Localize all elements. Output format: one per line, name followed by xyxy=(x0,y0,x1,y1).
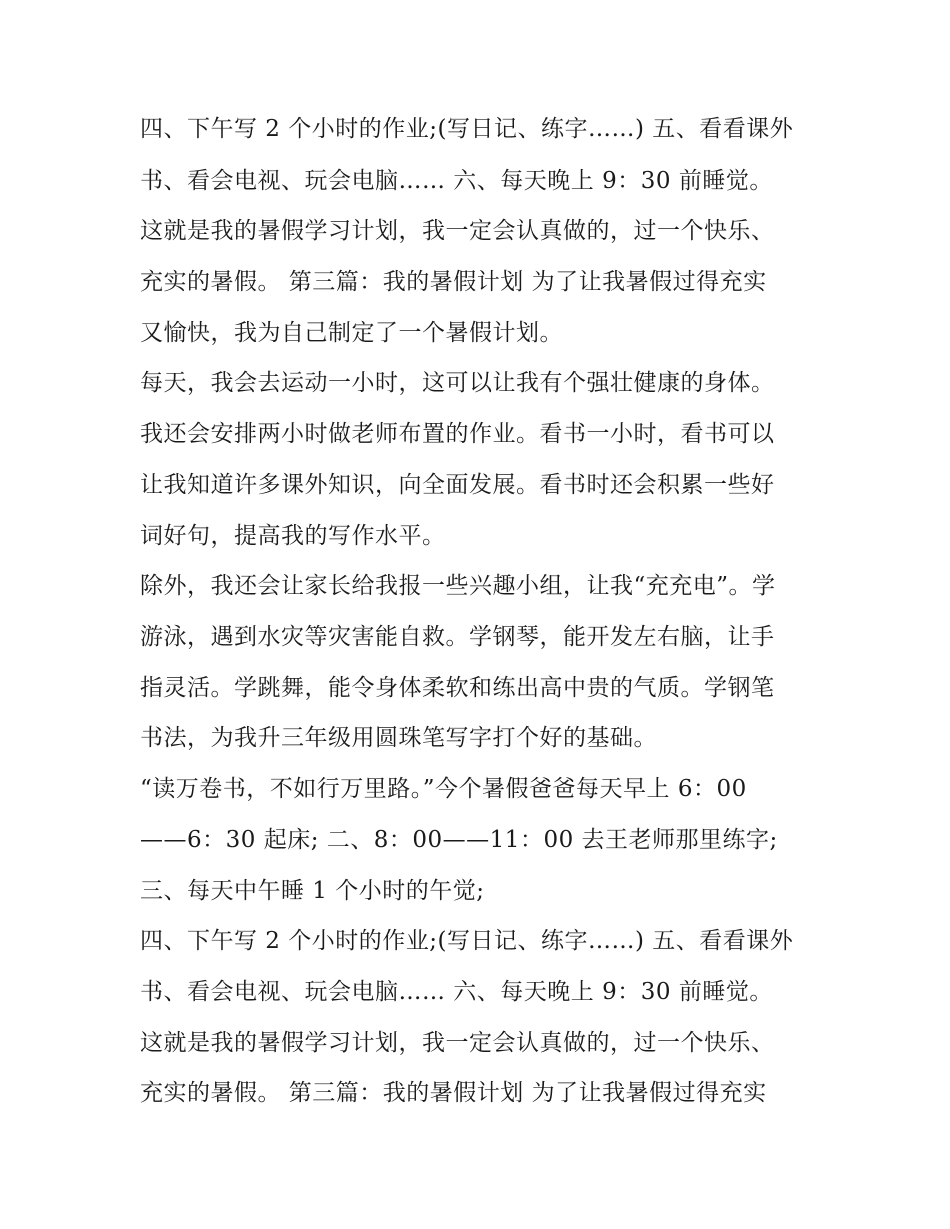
text-line: 除外，我还会让家长给我报一些兴趣小组，让我“充充电”。学 xyxy=(140,573,776,599)
text-line: 每天，我会去运动一小时，这可以让我有个强壮健康的身体。 xyxy=(140,370,775,396)
text-line: 三、每天中午睡 1 个小时的午觉; xyxy=(140,878,485,904)
text-line: 四、下午写 2 个小时的作业;(写日记、练字……) 五、看看课外 xyxy=(140,116,794,142)
text-line: 书法，为我升三年级用圆珠笔写字打个好的基础。 xyxy=(140,725,657,751)
text-line: 我还会安排两小时做老师布置的作业。看书一小时，看书可以 xyxy=(140,421,775,447)
text-line: ——6：30 起床; 二、8：00——11：00 去王老师那里练字; xyxy=(140,827,778,853)
text-line: 充实的暑假。 第三篇：我的暑假计划 为了让我暑假过得充实 xyxy=(140,1080,767,1106)
text-line: 这就是我的暑假学习计划，我一定会认真做的，过一个快乐、 xyxy=(140,1030,775,1056)
text-line: 这就是我的暑假学习计划，我一定会认真做的，过一个快乐、 xyxy=(140,218,775,244)
text-line: 词好句，提高我的写作水平。 xyxy=(140,523,446,549)
text-line: 让我知道许多课外知识，向全面发展。看书时还会积累一些好 xyxy=(140,472,775,498)
text-line: “读万卷书，不如行万里路。”今个暑假爸爸每天早上 6：00 xyxy=(140,776,747,802)
text-line: 游泳，遇到水灾等灾害能自救。学钢琴，能开发左右脑，让手 xyxy=(140,624,775,650)
text-line: 书、看会电视、玩会电脑…… 六、每天晚上 9：30 前睡觉。 xyxy=(140,168,773,194)
text-line: 充实的暑假。 第三篇：我的暑假计划 为了让我暑假过得充实 xyxy=(140,269,767,295)
text-line: 指灵活。学跳舞，能令身体柔软和练出高中贵的气质。学钢笔 xyxy=(140,675,775,701)
text-line: 又愉快，我为自己制定了一个暑假计划。 xyxy=(140,320,563,346)
text-line: 书、看会电视、玩会电脑…… 六、每天晚上 9：30 前睡觉。 xyxy=(140,979,773,1005)
text-line: 四、下午写 2 个小时的作业;(写日记、练字……) 五、看看课外 xyxy=(140,928,794,954)
